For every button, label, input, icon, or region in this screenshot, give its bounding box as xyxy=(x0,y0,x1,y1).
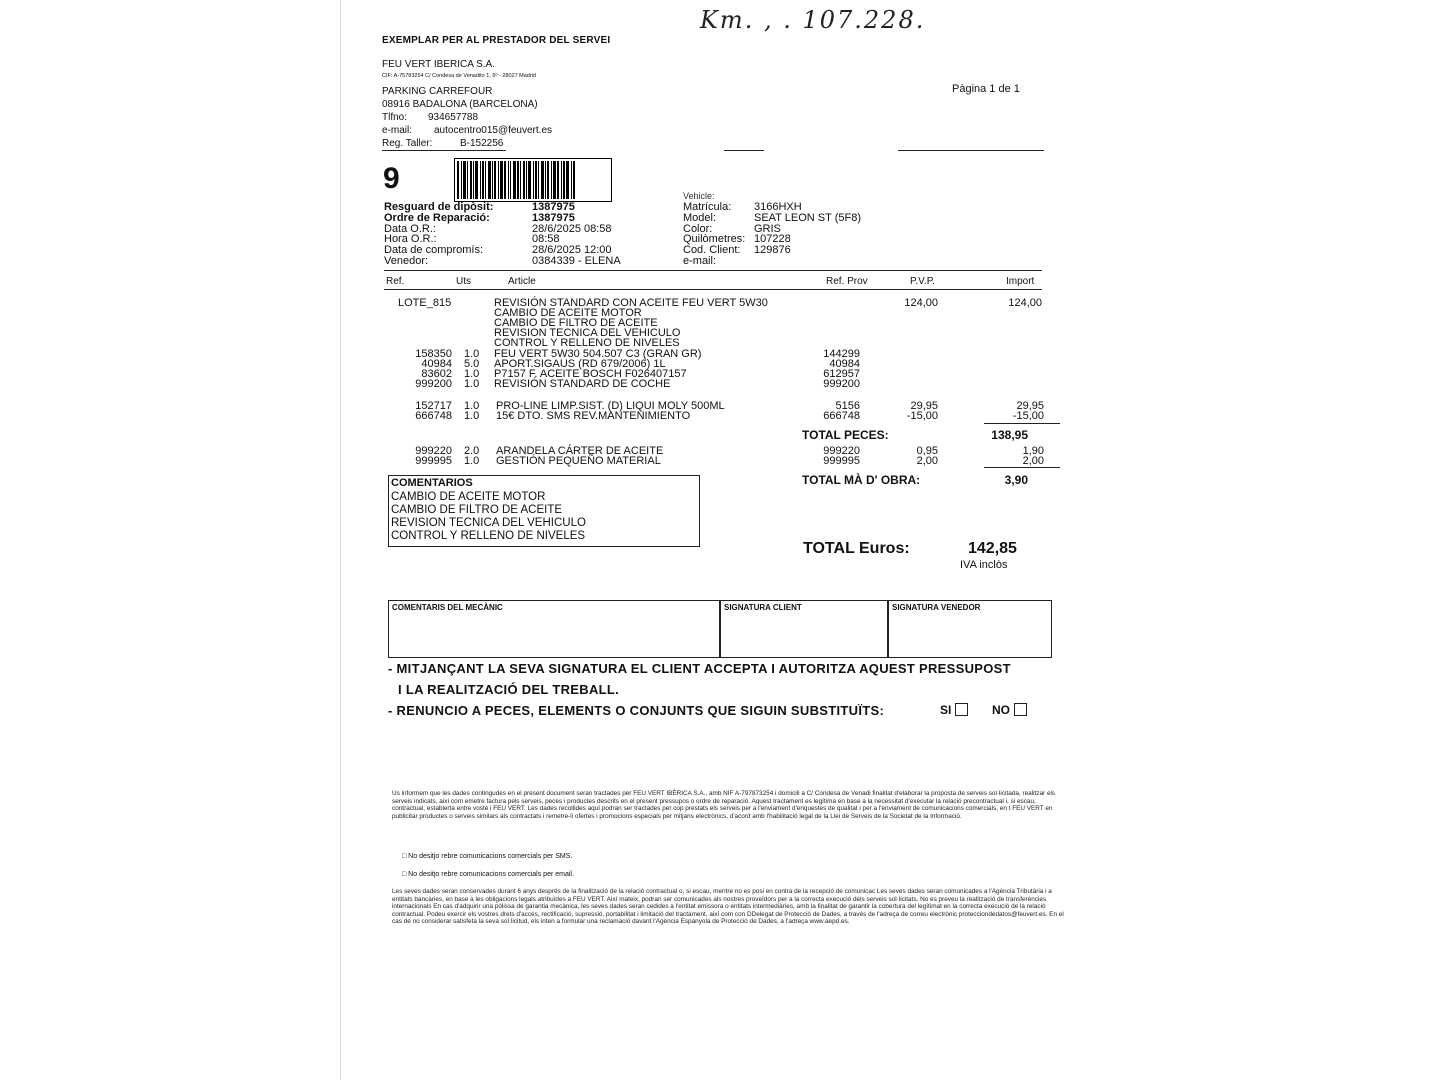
order-label: Ordre de Reparació: xyxy=(384,211,490,224)
table-row-article: REVISIÓN STANDARD DE COCHE xyxy=(494,378,671,390)
table-row-uts: 2.0 xyxy=(464,445,480,457)
comment-line: CONTROL Y RELLENO DE NIVELES xyxy=(391,530,586,542)
table-row-article: PRO-LINE LIMP.SIST. (D) LIQUI MOLY 500ML xyxy=(496,400,725,412)
table-row-prov: 612957 xyxy=(823,368,860,380)
group-ref: LOTE_815 xyxy=(398,297,452,309)
items2-pvp xyxy=(880,401,938,421)
items2-prov xyxy=(800,401,860,421)
seller-signature-label: SIGNATURA VENEDOR xyxy=(892,603,981,612)
col-header-uts: Uts xyxy=(456,276,471,287)
col-header-article: Article xyxy=(508,276,536,287)
total-parts-label: TOTAL PECES: xyxy=(802,428,889,442)
consent-line-2: I LA REALITZACIÓ DEL TREBALL. xyxy=(398,682,620,697)
vehicle-label: Matrícula: xyxy=(683,201,732,213)
vehicle-label: Cod. Client: xyxy=(683,244,741,257)
handwritten-note: Km. , . 107.228. xyxy=(700,6,926,34)
reg-value: B-152256 xyxy=(460,138,504,149)
order-label: Data O.R.: xyxy=(384,222,436,235)
table-row-pvp: 0,95 xyxy=(916,445,938,457)
table-row-uts: 1.0 xyxy=(464,400,480,412)
vehicle-value: 3166HXH xyxy=(754,201,802,213)
table-row-uts: 1.0 xyxy=(464,455,480,467)
group-line: CAMBIO DE ACEITE MOTOR xyxy=(494,307,642,319)
table-row-prov: 999220 xyxy=(823,445,860,457)
table-row-ref: 999200 xyxy=(415,378,452,390)
vehicle-values xyxy=(754,202,861,256)
consent-no xyxy=(992,703,1027,717)
vat-note: IVA inclòs xyxy=(960,559,1008,571)
header-rule-1 xyxy=(382,150,506,151)
table-row-pvp: 2,00 xyxy=(916,455,938,467)
table-row-uts: 1.0 xyxy=(464,348,480,360)
table-row-article: GESTIÓN PEQUEÑO MATERIAL xyxy=(496,455,661,467)
total-parts-value: 138,95 xyxy=(991,428,1028,442)
items3-refs xyxy=(392,446,452,466)
order-label: Data de compromís: xyxy=(384,244,484,257)
phone-value: 934657788 xyxy=(428,112,479,123)
items1-refs xyxy=(392,349,452,389)
group-line: CAMBIO DE FILTRO DE ACEITE xyxy=(494,317,658,329)
table-row-prov: 666748 xyxy=(823,410,860,422)
consent-no-checkbox[interactable] xyxy=(1014,703,1027,716)
group-line: REVISION TECNICA DEL VEHICULO xyxy=(494,327,681,339)
reg-label: Reg. Taller: xyxy=(382,138,433,149)
items1-uts xyxy=(464,349,479,389)
items2-articles xyxy=(496,401,725,421)
col-header-pvp: P.V.P. xyxy=(910,276,935,287)
header-rule-3 xyxy=(898,150,1044,151)
table-row-prov: 5156 xyxy=(835,400,860,412)
table-row-ref: 152717 xyxy=(415,400,452,412)
order-value: 28/6/2025 12:00 xyxy=(532,244,612,257)
table-row-article: FEU VERT 5W30 504.507 C3 (GRAN GR) xyxy=(494,348,702,360)
comments-box xyxy=(388,475,700,547)
centre-name: PARKING CARREFOUR xyxy=(382,86,493,97)
centre-city: 08916 BADALONA (BARCELONA) xyxy=(382,99,538,110)
comment-line: CAMBIO DE FILTRO DE ACEITE xyxy=(391,504,563,516)
items3-import xyxy=(984,446,1044,466)
order-label: Hora O.R.: xyxy=(384,233,437,246)
table-row-article: ARANDELA CÁRTER DE ACEITE xyxy=(496,445,664,457)
email-label: e-mail: xyxy=(382,125,413,136)
consent-yes-checkbox[interactable] xyxy=(955,703,968,716)
table-row-ref: 83602 xyxy=(421,368,452,380)
items3-prov xyxy=(800,446,860,466)
table-row-import: 1,90 xyxy=(1022,445,1044,457)
vehicle-labels xyxy=(683,202,745,267)
table-row-uts: 1.0 xyxy=(464,410,480,422)
client-signature-label: SIGNATURA CLIENT xyxy=(724,603,802,612)
items3-articles xyxy=(496,446,663,466)
group-line: REVISIÓN STANDARD CON ACEITE FEU VERT 5W30 xyxy=(494,297,768,309)
total-labour-value: 3,90 xyxy=(1004,473,1028,487)
group-line: CONTROL Y RELLENO DE NIVELES xyxy=(494,337,680,349)
table-row-uts: 1.0 xyxy=(464,368,480,380)
vehicle-value: 107228 xyxy=(754,233,791,246)
comments-lines xyxy=(391,491,586,543)
order-value: 1387975 xyxy=(532,201,575,213)
company-name: FEU VERT IBERICA S.A. xyxy=(382,59,495,70)
mechanic-comments-box[interactable] xyxy=(388,600,720,658)
consent-line-1: - MITJANÇANT LA SEVA SIGNATURA EL CLIENT ACCEPTA I AUTORITZA AQUEST PRESSUPOST xyxy=(388,661,1011,676)
col-header-import: Import xyxy=(1006,276,1035,287)
mechanic-comments-label: COMENTARIS DEL MECÀNIC xyxy=(392,603,503,612)
items2-import xyxy=(984,401,1044,421)
table-row-article: P7157 F. ACEITE BOSCH F026407157 xyxy=(494,368,687,380)
order-label: Venedor: xyxy=(384,254,429,267)
order-value: 1387975 xyxy=(532,211,575,224)
order-values xyxy=(532,202,621,267)
table-row-import: 2,00 xyxy=(1022,455,1044,467)
order-value: 28/6/2025 08:58 xyxy=(532,222,612,235)
copy-label: EXEMPLAR PER AL PRESTADOR DEL SERVEI xyxy=(382,35,611,46)
company-cif: CIF: A-75783254 C/ Condesa de Venadito 1, 6º - 28027 Madrid xyxy=(382,73,536,79)
labour-sum-rule xyxy=(984,467,1060,468)
table-row-ref: 999995 xyxy=(415,455,452,467)
vehicle-heading: Vehicle: xyxy=(683,191,715,201)
consent-yes xyxy=(940,703,968,717)
comment-line: CAMBIO DE ACEITE MOTOR xyxy=(391,491,546,503)
total-labour-label: TOTAL MÀ D' OBRA: xyxy=(802,473,921,487)
table-row-ref: 158350 xyxy=(415,348,452,360)
items1-articles xyxy=(494,349,701,389)
scan-edge-line xyxy=(340,0,341,1080)
table-row-ref: 40984 xyxy=(421,358,452,370)
table-row-uts: 1.0 xyxy=(464,378,480,390)
order-value: 0384339 - ELENA xyxy=(532,254,621,267)
order-label: Resguard de dipòsit: xyxy=(384,201,494,213)
items1-prov xyxy=(800,349,860,389)
items3-uts xyxy=(464,446,479,466)
items2-uts xyxy=(464,401,479,421)
table-row-ref: 999220 xyxy=(415,445,452,457)
table-row-article: APORT.SIGAUS (RD 679/2006) 1L xyxy=(494,358,666,370)
table-header-rule xyxy=(384,289,1042,290)
legal-paragraph-1: Us informem que les dades contingudes en el present document seran tractades per FEU VERT IBÈRICA S.A., amb NIF A-797873254 i domicili a C/ Condesa de Venadi finalitat d'elaborar la proposta de serveis sol·licitada, realitzar els serveis indicats, així com emetre factura pels serveis, peces i productes descrits en el present pressupos o ordre de reparació. Aquest tractament es legítima en base a la necessitat d'executar la relació precontractual i, si escau, contractual, establerta entre vostè i FEU VERT. Les dades recollides aquí podran ser tractades per cop prestats els serveis per a l'enviament d'enquestes de qualitat i per a l'enviament de comunicacions comercials, en t FEU VERT en publicitar productes o serveis similars als contractats i remetre-li ofertes i promocions especials per mitjans electrònics, d'acord amb l'habilitació legal de la Llei de Serveis de la Societat de la Informació. xyxy=(392,790,1056,820)
vehicle-label: Color: xyxy=(683,222,713,235)
vehicle-label: Model: xyxy=(683,211,717,224)
order-labels xyxy=(384,202,493,267)
table-row-uts: 5.0 xyxy=(464,358,480,370)
consent-yes-label: SI xyxy=(940,703,952,717)
table-row-prov: 144299 xyxy=(823,348,860,360)
table-row-import: 29,95 xyxy=(1016,400,1044,412)
total-label: TOTAL Euros: xyxy=(803,540,910,557)
table-row-prov: 40984 xyxy=(829,358,860,370)
consent-line-3: - RENUNCIO A PECES, ELEMENTS O CONJUNTS QUE SIGUIN SUBSTITUÏTS: xyxy=(388,703,885,718)
client-signature-box[interactable] xyxy=(720,600,888,658)
order-big-number: 9 xyxy=(383,162,400,195)
table-row-article: 15€ DTO. SMS REV.MANTENIMIENTO xyxy=(496,410,691,422)
order-value: 08:58 xyxy=(532,233,560,246)
table-row-pvp: 29,95 xyxy=(910,400,938,412)
group-import: 124,00 xyxy=(1008,297,1042,309)
comment-line: REVISION TECNICA DEL VEHICULO xyxy=(391,517,586,529)
items3-pvp xyxy=(880,446,938,466)
col-header-ref: Ref. xyxy=(386,276,405,287)
table-row-pvp: -15,00 xyxy=(906,410,938,422)
table-row-prov: 999200 xyxy=(823,378,860,390)
table-row-prov: 999995 xyxy=(823,455,860,467)
vehicle-label: e-mail: xyxy=(683,254,717,267)
table-row-ref: 666748 xyxy=(415,410,452,422)
table-row-import: -15,00 xyxy=(1012,410,1044,422)
comments-title: COMENTARIOS xyxy=(391,477,473,489)
seller-signature-box[interactable] xyxy=(888,600,1052,658)
vehicle-label: Quilòmetres: xyxy=(683,233,746,246)
group-lines xyxy=(494,298,768,348)
table-top-rule xyxy=(384,270,1042,271)
phone-label: Tlfno: xyxy=(382,112,408,123)
col-header-prov: Ref. Prov xyxy=(826,276,868,287)
group-pvp: 124,00 xyxy=(904,297,938,309)
legal-opt-email: □ No desitjo rebre comunicacions comercials per email. xyxy=(402,871,574,878)
vehicle-value: 129876 xyxy=(754,244,791,257)
consent-no-label: NO xyxy=(992,703,1010,717)
legal-opt-sms: □ No desitjo rebre comunicacions comercials per SMS. xyxy=(402,853,573,860)
barcode xyxy=(454,158,612,202)
page-number: Pàgina 1 de 1 xyxy=(952,83,1020,95)
parts-sum-rule xyxy=(984,423,1060,424)
items2-refs xyxy=(392,401,452,421)
email-value: autocentro015@feuvert.es xyxy=(434,125,553,136)
header-rule-2 xyxy=(724,150,764,151)
total-value: 142,85 xyxy=(968,540,1017,557)
legal-paragraph-2: Les seves dades seran conservades durant 6 anys després de la finalització de la relació contractual o, si escau, mentre no es posi en contra de la recepció de comunicac Les seves dades seran comunicades a l'Agència Tributària i a entitats bancàries, en base a les obligacions legals atribuïdes a FEU VERT. Així mateix, podran ser comunicades als nostres proveïdors per a la correcta execució dels serveis sol·licitats. No es preveu la realització de transferències internacionals En cas d'adquirir una pòlissa de garantia mecànica, les seves dades seran cedides a l'entitat emissora o entitats intermediàries, amb la finalitat de garantir la cobertura del legítimat en la correcta execució de la relació contractual. Podeu exercir els vostres drets d'accés, rectificació, supressió, portabilitat i limitació del tractament, així com con DDelegat de Protecció de Dades, a través de l'adreça de correu electrònic protecciondedatos@feuvert.es. En el cas de no considerar satisfeta la seva sol·licitud, els inten a formular una reclamació davant l'Agència Espanyola de Protecció de Dades, a l'adreça www.aepd.es. xyxy=(392,888,1064,926)
vehicle-value: SEAT LEON ST (5F8) xyxy=(754,211,861,224)
vehicle-value: GRIS xyxy=(754,222,781,235)
